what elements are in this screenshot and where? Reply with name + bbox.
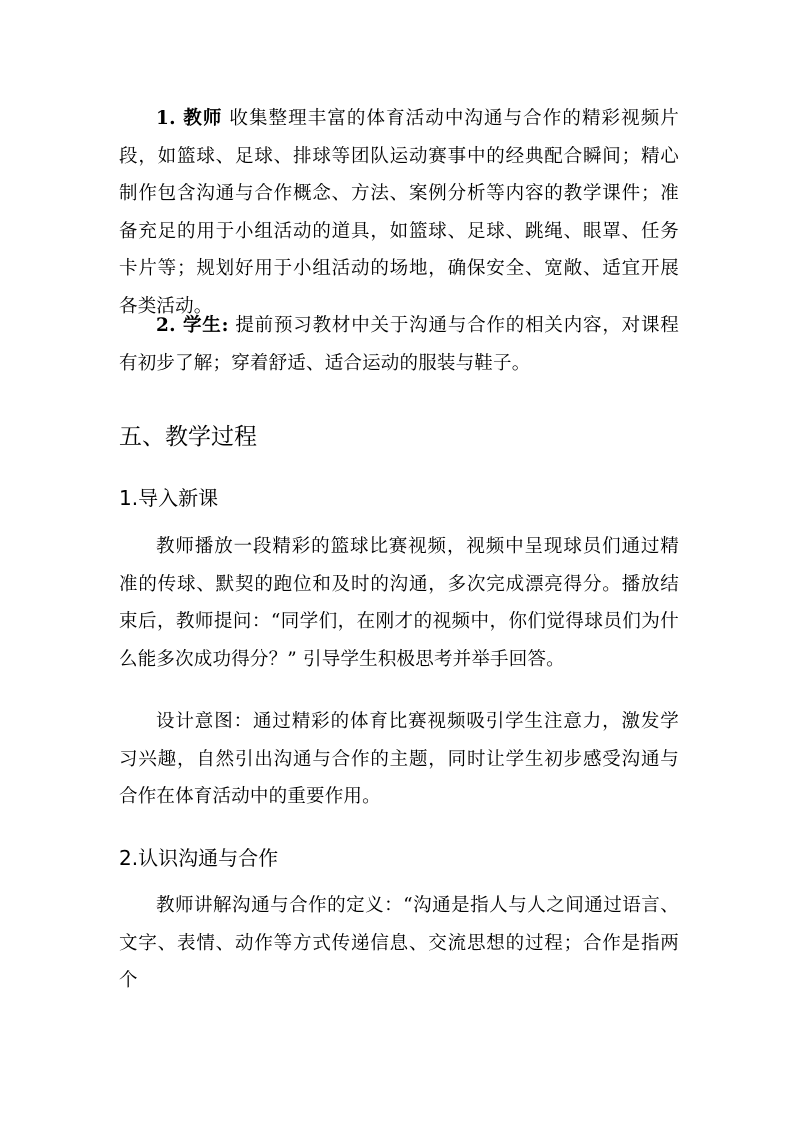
step-title-intro: 1.导入新课	[119, 486, 219, 510]
teacher-label: 1. 教师	[156, 108, 223, 129]
teacher-preparation-text: 收集整理丰富的体育活动中沟通与合作的精彩视频片段，如篮球、足球、排球等团队运动赛事中的经典配合瞬间；精心制作包含沟通与合作概念、方法、案例分析等内容的教学课件；准备充足的用于小组活动的道具，如篮球、足球、跳绳、眼罩、任务卡片等；规划好用于小组活动的场地，确保安全、宽敞、适宜开展各类活动。	[119, 108, 679, 317]
section-title-teaching-process: 五、教学过程	[119, 424, 257, 450]
teacher-preparation-paragraph	[119, 100, 679, 325]
student-label: 2. 学生:	[156, 315, 229, 336]
intro-body-paragraph: 教师播放一段精彩的篮球比赛视频，视频中呈现球员们通过精准的传球、默契的跑位和及时的沟通，多次完成漂亮得分。播放结束后，教师提问：“同学们，在刚才的视频中，你们觉得球员们为什么能多次成功得分？” 引导学生积极思考并举手回答。	[119, 536, 679, 670]
student-preparation-text: 提前预习教材中关于沟通与合作的相关内容，对课程有初步了解；穿着舒适、适合运动的服装与鞋子。	[119, 315, 679, 374]
intro-design-intent-paragraph: 设计意图：通过精彩的体育比赛视频吸引学生注意力，激发学习兴趣，自然引出沟通与合作的主题，同时让学生初步感受沟通与合作在体育活动中的重要作用。	[119, 711, 679, 807]
communication-definition-paragraph: 教师讲解沟通与合作的定义：“沟通是指人与人之间通过语言、文字、表情、动作等方式传递信息、交流思想的过程；合作是指两个	[119, 895, 679, 991]
student-preparation-paragraph	[119, 307, 679, 382]
step-title-understand-communication: 2.认识沟通与合作	[119, 846, 279, 870]
